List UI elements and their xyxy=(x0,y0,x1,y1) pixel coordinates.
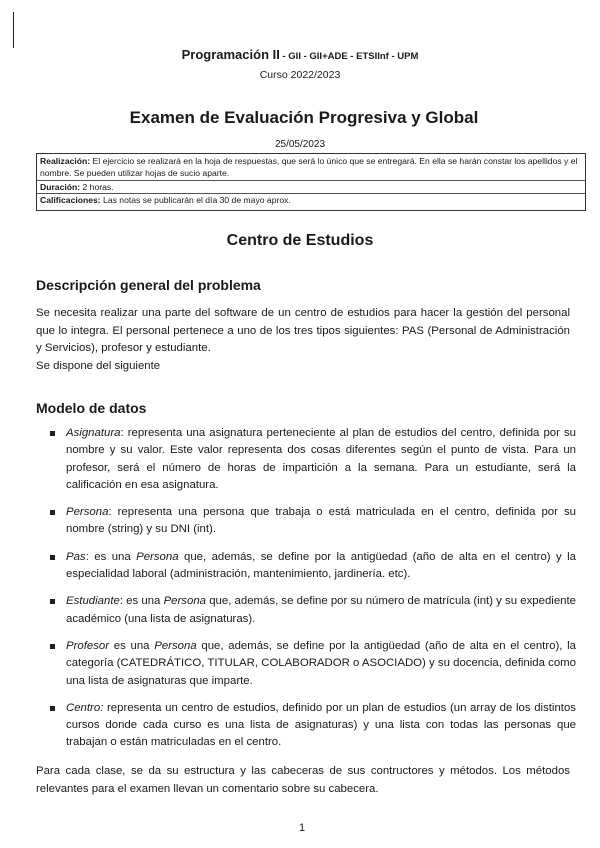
info-label: Calificaciones: xyxy=(40,195,101,206)
margin-mark xyxy=(13,12,14,48)
list-item-profesor xyxy=(36,638,576,690)
class-name: Persona xyxy=(66,506,109,519)
data-model-heading: Modelo de datos xyxy=(36,400,147,416)
class-reference: Persona xyxy=(154,639,197,652)
class-name: Pas xyxy=(66,550,86,563)
bullet-square-icon xyxy=(50,644,55,649)
info-label: Duración: xyxy=(40,181,81,192)
bullet-square-icon xyxy=(50,555,55,560)
class-description: que, además, se define por la antigüedad (año de alta en el centro), la categoría (CATEDRÁTICO, TITULAR, COLABORADOR o ASOCIADO) y su docencia, definida como una lista de asignaturas que imparte. xyxy=(66,639,576,687)
info-text: 2 horas. xyxy=(80,181,114,192)
bullet-square-icon xyxy=(50,510,55,515)
academic-year: Curso 2022/2023 xyxy=(259,69,341,81)
course-degrees: - GII - GII+ADE - ETSIInf - UPM xyxy=(279,51,419,62)
list-item-asignatura xyxy=(36,425,576,494)
exam-title: Examen de Evaluación Progresiva y Global xyxy=(129,108,479,127)
info-text: Las notas se publicarán el día 30 de mayo aprox. xyxy=(100,195,291,206)
class-name: Centro: xyxy=(66,701,104,714)
info-label: Realización: xyxy=(40,156,91,166)
section-title: Centro de Estudios xyxy=(226,232,374,249)
class-reference: Persona xyxy=(136,550,179,563)
course-header xyxy=(0,47,600,62)
class-name: Asignatura xyxy=(66,427,121,439)
info-calificaciones xyxy=(37,193,585,206)
class-description: : representa una asignatura perteneciente al plan de estudios del centro, definida por su nombre y su valor. Este valor representa dos cosas diferentes según el punto de vista. Para un profesor, será el número de horas de impartición a la semana. Para un estudiante, será la calificación en esa asignatura. xyxy=(66,427,576,491)
page-number: 1 xyxy=(298,822,306,834)
exam-info-box xyxy=(36,153,586,211)
class-description: : representa una persona que trabaja o está matriculada en el centro, definida por su nombre (string) y su DNI (int). xyxy=(66,506,576,536)
info-realizacion xyxy=(37,154,585,180)
info-text: El ejercicio se realizará en la hoja de respuestas, que será lo único que se entregará. En ella se harán constar los apellidos y el nombre. Se pueden utilizar hojas de sucio aparte. xyxy=(40,156,578,179)
list-item-estudiante xyxy=(36,593,576,628)
class-description: que, además, se define por su número de matrícula (int) y su expediente académico (una lista de asignaturas). xyxy=(66,595,576,625)
description-paragraph xyxy=(36,305,570,375)
class-description: que, además, se define por la antigüedad (año de alta en el centro) y la especialidad laboral (administración, mantenimiento, jardinería. etc). xyxy=(66,550,576,581)
description-text: Se necesita realizar una parte del software de un centro de estudios para hacer la gestión del personal que lo integra. El personal pertenece a uno de los tres tipos siguientes: PAS (Personal de Administración y Servicios), profesor y estudiante. xyxy=(36,307,570,354)
list-item-centro xyxy=(36,700,576,752)
class-description: : es una xyxy=(119,595,164,608)
class-description: es una xyxy=(109,639,155,652)
class-description: : es una xyxy=(85,550,137,563)
bullet-square-icon xyxy=(50,599,55,604)
exam-date: 25/05/2023 xyxy=(274,139,326,150)
closing-paragraph: Para cada clase, se da su estructura y las cabeceras de sus contructores y métodos. Los métodos relevantes para el examen llevan un comentario sobre su cabecera. xyxy=(36,765,570,795)
list-item-pas xyxy=(36,549,576,584)
class-description: representa un centro de estudios, definido por un plan de estudios (un array de los distintos cursos donde cada curso es una lista de asignaturas) y una lista con todas las personas que trabajan o están matriculadas en el centro. xyxy=(66,701,576,749)
bullet-square-icon xyxy=(50,706,55,711)
data-model-list xyxy=(36,425,576,752)
bullet-square-icon xyxy=(50,431,55,436)
class-name: Estudiante xyxy=(66,595,120,608)
info-duracion xyxy=(37,180,585,193)
class-name: Profesor xyxy=(66,639,110,652)
course-name: Programación II xyxy=(181,47,280,62)
description-text-2: Se dispone del siguiente xyxy=(36,359,161,372)
description-heading: Descripción general del problema xyxy=(36,277,261,293)
list-item-persona xyxy=(36,504,576,539)
class-reference: Persona xyxy=(163,595,207,608)
